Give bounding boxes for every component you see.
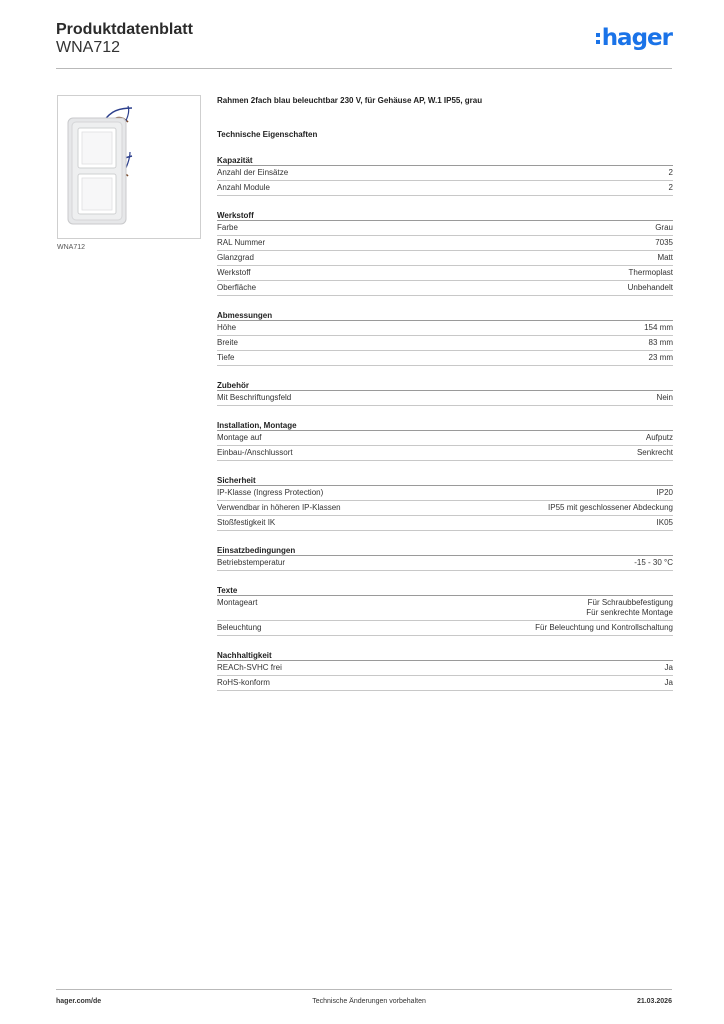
row-value: IP20 bbox=[656, 488, 673, 497]
section-nachhaltigkeit bbox=[217, 650, 673, 691]
section-title: Einsatzbedingungen bbox=[217, 545, 673, 556]
row-label: IP-Klasse (Ingress Protection) bbox=[217, 488, 324, 497]
table-row bbox=[217, 181, 673, 196]
row-value: Für Beleuchtung und Kontrollschaltung bbox=[535, 623, 673, 632]
row-label: Anzahl Module bbox=[217, 183, 270, 192]
table-row bbox=[217, 446, 673, 461]
row-value: 23 mm bbox=[648, 353, 673, 362]
table-row bbox=[217, 556, 673, 571]
section-sicherheit bbox=[217, 475, 673, 531]
row-value: Senkrecht bbox=[636, 448, 673, 457]
section-title: Nachhaltigkeit bbox=[217, 650, 673, 661]
row-label: Werkstoff bbox=[217, 268, 251, 277]
table-row bbox=[217, 431, 673, 446]
section-title: Abmessungen bbox=[217, 310, 673, 321]
table-row bbox=[217, 391, 673, 406]
row-value: Ja bbox=[664, 678, 673, 687]
row-label: Glanzgrad bbox=[217, 253, 254, 262]
row-value: IP55 mit geschlossener Abdeckung bbox=[548, 503, 673, 512]
row-value: Thermoplast bbox=[628, 268, 673, 277]
row-label: Oberfläche bbox=[217, 283, 257, 292]
section-title: Installation, Montage bbox=[217, 420, 673, 431]
row-label: REACh-SVHC frei bbox=[217, 663, 282, 672]
section-title: Sicherheit bbox=[217, 475, 673, 486]
logo-dots-icon bbox=[596, 33, 600, 44]
row-label: Beleuchtung bbox=[217, 623, 262, 632]
section-einsatzbedingungen bbox=[217, 545, 673, 571]
table-row bbox=[217, 321, 673, 336]
row-value: 2 bbox=[668, 183, 673, 192]
row-label: Montageart bbox=[217, 598, 258, 607]
table-row bbox=[217, 621, 673, 636]
row-value: Ja bbox=[664, 663, 673, 672]
section-abmessungen bbox=[217, 310, 673, 366]
row-label: Höhe bbox=[217, 323, 237, 332]
section-title: Kapazität bbox=[217, 155, 673, 166]
table-row bbox=[217, 351, 673, 366]
footer-notice: Technische Änderungen vorbehalten bbox=[312, 998, 426, 1005]
image-caption: WNA712 bbox=[57, 244, 86, 251]
logo-text: hager bbox=[601, 25, 672, 51]
datasheet-content bbox=[217, 95, 673, 691]
row-label: Montage auf bbox=[217, 433, 262, 442]
row-label: Mit Beschriftungsfeld bbox=[217, 393, 292, 402]
row-label: Stoßfestigkeit IK bbox=[217, 518, 276, 527]
table-row bbox=[217, 661, 673, 676]
section-werkstoff bbox=[217, 210, 673, 296]
row-value: Nein bbox=[656, 393, 673, 402]
section-installation bbox=[217, 420, 673, 461]
row-label: Betriebstemperatur bbox=[217, 558, 286, 567]
table-row bbox=[217, 676, 673, 691]
row-label: Tiefe bbox=[217, 353, 235, 362]
table-row bbox=[217, 486, 673, 501]
frame-illustration-icon bbox=[58, 96, 200, 238]
row-value bbox=[586, 598, 673, 618]
table-row bbox=[217, 166, 673, 181]
section-title: Werkstoff bbox=[217, 210, 673, 221]
row-value: -15 - 30 °C bbox=[634, 558, 673, 567]
hager-logo[interactable] bbox=[596, 25, 672, 51]
product-number: WNA712 bbox=[56, 39, 121, 56]
section-zubehoer bbox=[217, 380, 673, 406]
row-value: Matt bbox=[657, 253, 673, 262]
row-label: Einbau-/Anschlussort bbox=[217, 448, 293, 457]
table-row bbox=[217, 281, 673, 296]
table-row bbox=[217, 266, 673, 281]
row-value: 2 bbox=[668, 168, 673, 177]
table-row bbox=[217, 251, 673, 266]
page-title: Produktdatenblatt bbox=[56, 21, 193, 38]
row-value: 154 mm bbox=[644, 323, 673, 332]
page-header bbox=[56, 21, 672, 69]
row-value: Unbehandelt bbox=[627, 283, 673, 292]
table-row bbox=[217, 336, 673, 351]
footer-date: 21.03.2026 bbox=[636, 998, 672, 1005]
section-texte bbox=[217, 585, 673, 636]
table-row bbox=[217, 516, 673, 531]
row-label: RoHS-konform bbox=[217, 678, 270, 687]
product-description: Rahmen 2fach blau beleuchtbar 230 V, für Gehäuse AP, W.1 IP55, grau bbox=[217, 96, 483, 105]
row-label: Farbe bbox=[217, 223, 238, 232]
table-row bbox=[217, 501, 673, 516]
table-row bbox=[217, 236, 673, 251]
row-label: Breite bbox=[217, 338, 238, 347]
tech-properties-heading: Technische Eigenschaften bbox=[217, 130, 318, 139]
row-label: Anzahl der Einsätze bbox=[217, 168, 289, 177]
section-kapazitaet bbox=[217, 155, 673, 196]
page-footer bbox=[56, 989, 672, 1005]
row-value: 83 mm bbox=[648, 338, 673, 347]
section-title: Texte bbox=[217, 585, 673, 596]
row-label: RAL Nummer bbox=[217, 238, 266, 247]
row-value-line: Für Schraubbefestigung bbox=[587, 598, 673, 607]
row-label: Verwendbar in höheren IP-Klassen bbox=[217, 503, 341, 512]
website-link[interactable]: hager.com/de bbox=[56, 998, 102, 1005]
table-row bbox=[217, 221, 673, 236]
row-value: Aufputz bbox=[645, 433, 673, 442]
row-value: Grau bbox=[655, 223, 673, 232]
table-row bbox=[217, 596, 673, 621]
row-value: 7035 bbox=[655, 238, 673, 247]
row-value-line: Für senkrechte Montage bbox=[586, 608, 673, 617]
section-title: Zubehör bbox=[217, 380, 673, 391]
product-image bbox=[57, 95, 201, 239]
row-value: IK05 bbox=[656, 518, 673, 527]
